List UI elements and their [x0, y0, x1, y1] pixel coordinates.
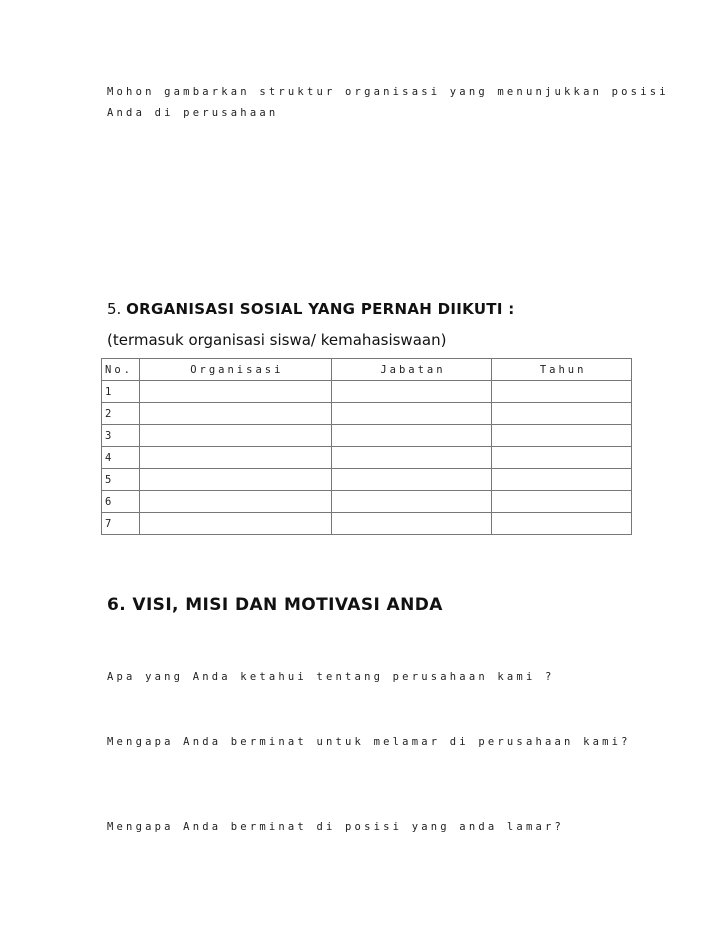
row-number: 1 [102, 381, 140, 403]
jabatan-cell[interactable] [331, 381, 492, 403]
jabatan-cell[interactable] [331, 447, 492, 469]
intro-line-2: Anda di perusahaan [107, 107, 279, 119]
header-tahun: Tahun [492, 359, 632, 381]
question-why-apply-position: Mengapa Anda berminat di posisi yang anda lamar? [107, 821, 565, 833]
table-row [102, 381, 632, 403]
header-jabatan: Jabatan [331, 359, 492, 381]
table-row [102, 469, 632, 491]
table-header-row [102, 359, 632, 381]
row-number: 3 [102, 425, 140, 447]
jabatan-cell[interactable] [331, 491, 492, 513]
header-organisasi: Organisasi [139, 359, 331, 381]
table-row [102, 513, 632, 535]
organisasi-cell[interactable] [139, 491, 331, 513]
organization-table [101, 358, 632, 535]
row-number: 6 [102, 491, 140, 513]
tahun-cell[interactable] [492, 425, 632, 447]
section-5-heading [107, 300, 515, 318]
tahun-cell[interactable] [492, 513, 632, 535]
organisasi-cell[interactable] [139, 425, 331, 447]
row-number: 4 [102, 447, 140, 469]
organisasi-cell[interactable] [139, 469, 331, 491]
header-no: No. [102, 359, 140, 381]
section-5-title: ORGANISASI SOSIAL YANG PERNAH DIIKUTI : [126, 300, 515, 318]
tahun-cell[interactable] [492, 491, 632, 513]
organisasi-cell[interactable] [139, 381, 331, 403]
jabatan-cell[interactable] [331, 425, 492, 447]
table-row [102, 403, 632, 425]
organisasi-cell[interactable] [139, 403, 331, 425]
table-row [102, 447, 632, 469]
section-5-subtitle: (termasuk organisasi siswa/ kemahasiswaan) [107, 331, 447, 349]
tahun-cell[interactable] [492, 403, 632, 425]
tahun-cell[interactable] [492, 469, 632, 491]
tahun-cell[interactable] [492, 447, 632, 469]
section-6-title: 6. VISI, MISI DAN MOTIVASI ANDA [107, 595, 443, 615]
jabatan-cell[interactable] [331, 403, 492, 425]
tahun-cell[interactable] [492, 381, 632, 403]
row-number: 5 [102, 469, 140, 491]
section-5-number: 5. [107, 300, 122, 318]
organisasi-cell[interactable] [139, 447, 331, 469]
question-why-apply-company: Mengapa Anda berminat untuk melamar di perusahaan kami? [107, 736, 631, 748]
row-number: 2 [102, 403, 140, 425]
jabatan-cell[interactable] [331, 469, 492, 491]
jabatan-cell[interactable] [331, 513, 492, 535]
table-row [102, 425, 632, 447]
question-company-knowledge: Apa yang Anda ketahui tentang perusahaan kami ? [107, 671, 555, 683]
organisasi-cell[interactable] [139, 513, 331, 535]
intro-line-1: Mohon gambarkan struktur organisasi yang menunjukkan posisi [107, 86, 669, 98]
row-number: 7 [102, 513, 140, 535]
table-row [102, 491, 632, 513]
